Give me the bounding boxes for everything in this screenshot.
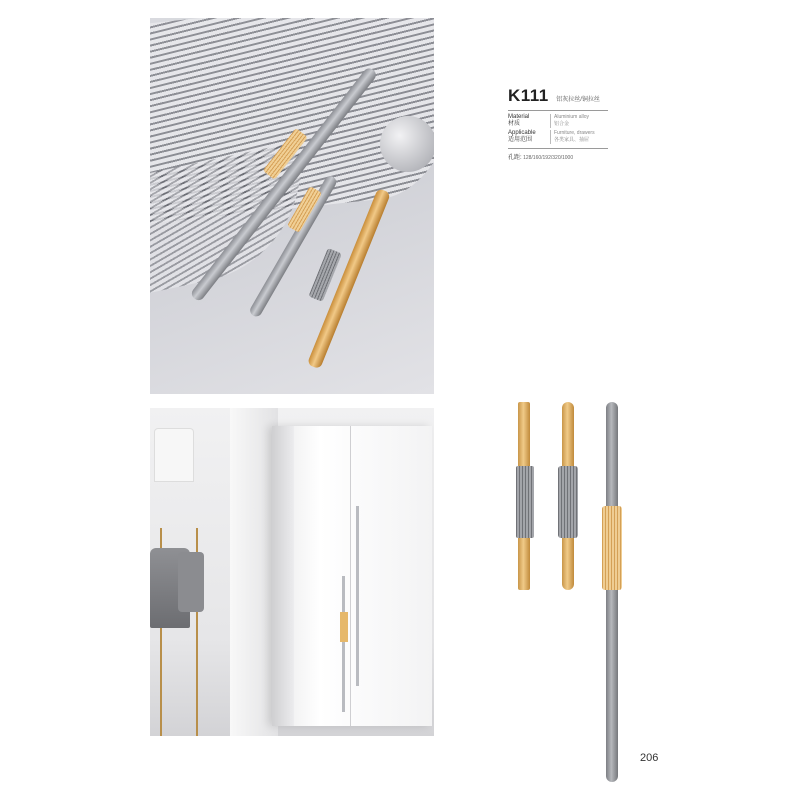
product-gold-long xyxy=(558,402,580,590)
gold-long-grip xyxy=(558,466,578,538)
grey-long-grip xyxy=(602,506,622,590)
wardrobe-handle-left xyxy=(342,576,345,712)
applicable-row xyxy=(508,130,638,144)
material-label-cn: 材质 xyxy=(508,121,521,127)
applicable-label-en: Applicable xyxy=(508,130,536,136)
applicable-label-cn: 适用范围 xyxy=(508,137,533,143)
model-number: K111 xyxy=(508,86,549,105)
gold-short-grip xyxy=(516,466,534,538)
floor-lamp xyxy=(154,428,194,482)
material-row xyxy=(508,114,638,128)
hanging-shirt-2 xyxy=(178,552,204,612)
wardrobe-handle-grip xyxy=(340,612,348,642)
product-grey-long xyxy=(602,402,626,782)
material-value-en: Aluminium alloy xyxy=(554,114,590,120)
hole-label: 孔距: xyxy=(508,155,522,161)
grey-ball xyxy=(380,116,434,172)
window xyxy=(230,408,278,736)
applicable-value-en: Furniture, drawers xyxy=(554,130,595,136)
applicable-value-cn: 各类家具、抽屉 xyxy=(554,137,590,143)
product-photo-wardrobe xyxy=(150,408,434,736)
page-number: 206 xyxy=(640,752,659,764)
material-value-cn: 铝合金 xyxy=(554,121,570,127)
wardrobe-door-split xyxy=(350,426,351,726)
wardrobe-handle-right xyxy=(356,506,359,686)
material-label-en: Material xyxy=(508,114,530,120)
hole-spacing xyxy=(508,152,638,161)
product-photo-fabric xyxy=(150,18,434,394)
wardrobe-side xyxy=(272,426,294,726)
hole-values: 128/160/192/320/1000 xyxy=(523,155,574,161)
grey-long-bar xyxy=(606,402,618,782)
model-heading xyxy=(508,86,638,106)
product-info xyxy=(508,86,638,161)
model-subtitle: 铝灰拉丝/铜拉丝 xyxy=(556,97,600,103)
divider-2 xyxy=(508,148,608,149)
divider xyxy=(508,110,608,111)
product-gold-short xyxy=(516,402,536,590)
white-wardrobe xyxy=(272,426,432,726)
